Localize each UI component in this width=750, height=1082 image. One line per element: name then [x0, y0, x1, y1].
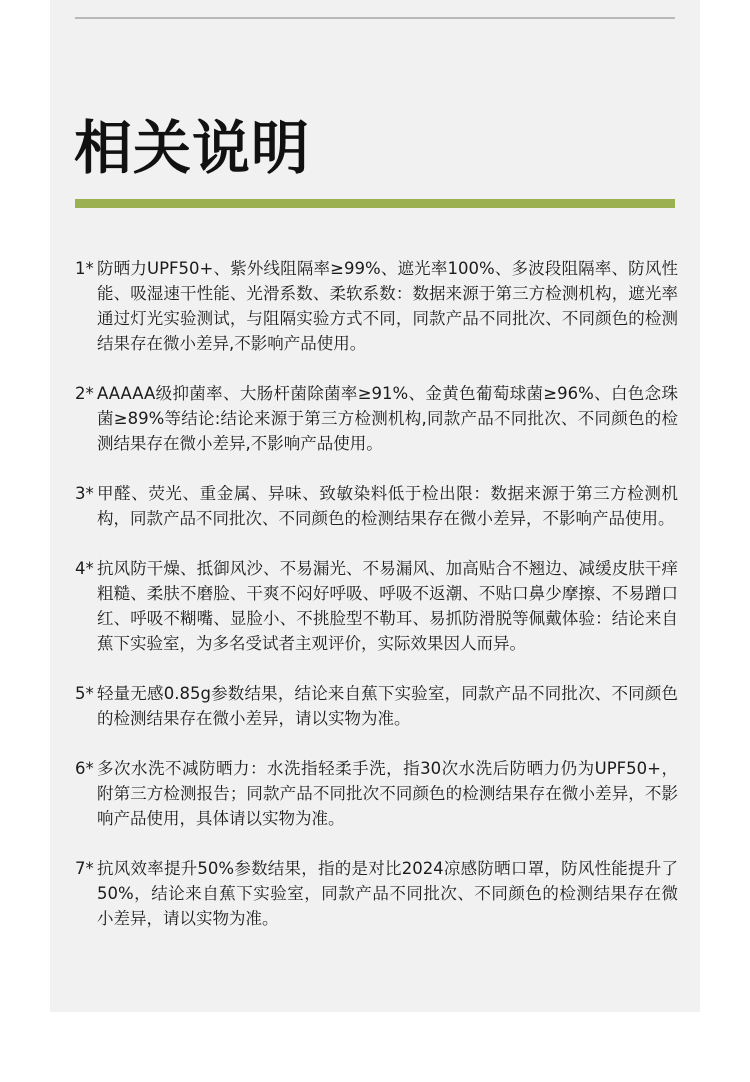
section-title: 相关说明 — [74, 114, 311, 182]
note-item — [75, 256, 678, 356]
note-text: 甲醛、荧光、重金属、异味、致敏染料低于检出限：数据来源于第三方检测机构，同款产品不同批次、不同颜色的检测结果存在微小差异，不影响产品使用。 — [97, 484, 678, 528]
note-item — [75, 381, 678, 456]
note-text: 轻量无感0.85g参数结果，结论来自蕉下实验室，同款产品不同批次、不同颜色的检测结果存在微小差异，请以实物为准。 — [97, 684, 678, 728]
title-accent-bar — [75, 199, 675, 208]
note-item — [75, 756, 678, 831]
note-item — [75, 556, 678, 656]
note-text: 抗风防干燥、抵御风沙、不易漏光、不易漏风、加高贴合不翘边、减缓皮肤干痒粗糙、柔肤不磨脸、干爽不闷好呼吸、呼吸不返潮、不贴口鼻少摩擦、不易蹭口红、呼吸不糊嘴、显脸小、不挑脸型不勒耳、易抓防滑脱等佩戴体验：结论来自蕉下实验室，为多名受试者主观评价，实际效果因人而异。 — [97, 559, 678, 653]
note-marker: 7* — [75, 859, 94, 878]
notes-list — [75, 256, 678, 956]
note-item — [75, 681, 678, 731]
note-marker: 6* — [75, 759, 94, 778]
notes-panel — [50, 0, 700, 1012]
top-divider — [75, 17, 675, 19]
note-text: 多次水洗不减防晒力：水洗指轻柔手洗，指30次水洗后防晒力仍为UPF50+，附第三方检测报告；同款产品不同批次不同颜色的检测结果存在微小差异，不影响产品使用，具体请以实物为准。 — [97, 759, 678, 828]
note-text: 防晒力UPF50+、紫外线阻隔率≥99%、遮光率100%、多波段阻隔率、防风性能、吸湿速干性能、光滑系数、柔软系数：数据来源于第三方检测机构，遮光率通过灯光实验测试，与阻隔实验方式不同，同款产品不同批次、不同颜色的检测结果存在微小差异,不影响产品使用。 — [97, 259, 678, 353]
note-text: AAAAA级抑菌率、大肠杆菌除菌率≥91%、金黄色葡萄球菌≥96%、白色念珠菌≥89%等结论:结论来源于第三方检测机构,同款产品不同批次、不同颜色的检测结果存在微小差异,不影响产品使用。 — [97, 384, 678, 453]
note-marker: 1* — [75, 259, 94, 278]
note-marker: 5* — [75, 684, 94, 703]
note-marker: 2* — [75, 384, 94, 403]
note-item — [75, 856, 678, 931]
note-item — [75, 481, 678, 531]
note-marker: 4* — [75, 559, 94, 578]
note-text: 抗风效率提升50%参数结果，指的是对比2024凉感防晒口罩，防风性能提升了50%，结论来自蕉下实验室，同款产品不同批次、不同颜色的检测结果存在微小差异，请以实物为准。 — [97, 859, 678, 928]
note-marker: 3* — [75, 484, 94, 503]
